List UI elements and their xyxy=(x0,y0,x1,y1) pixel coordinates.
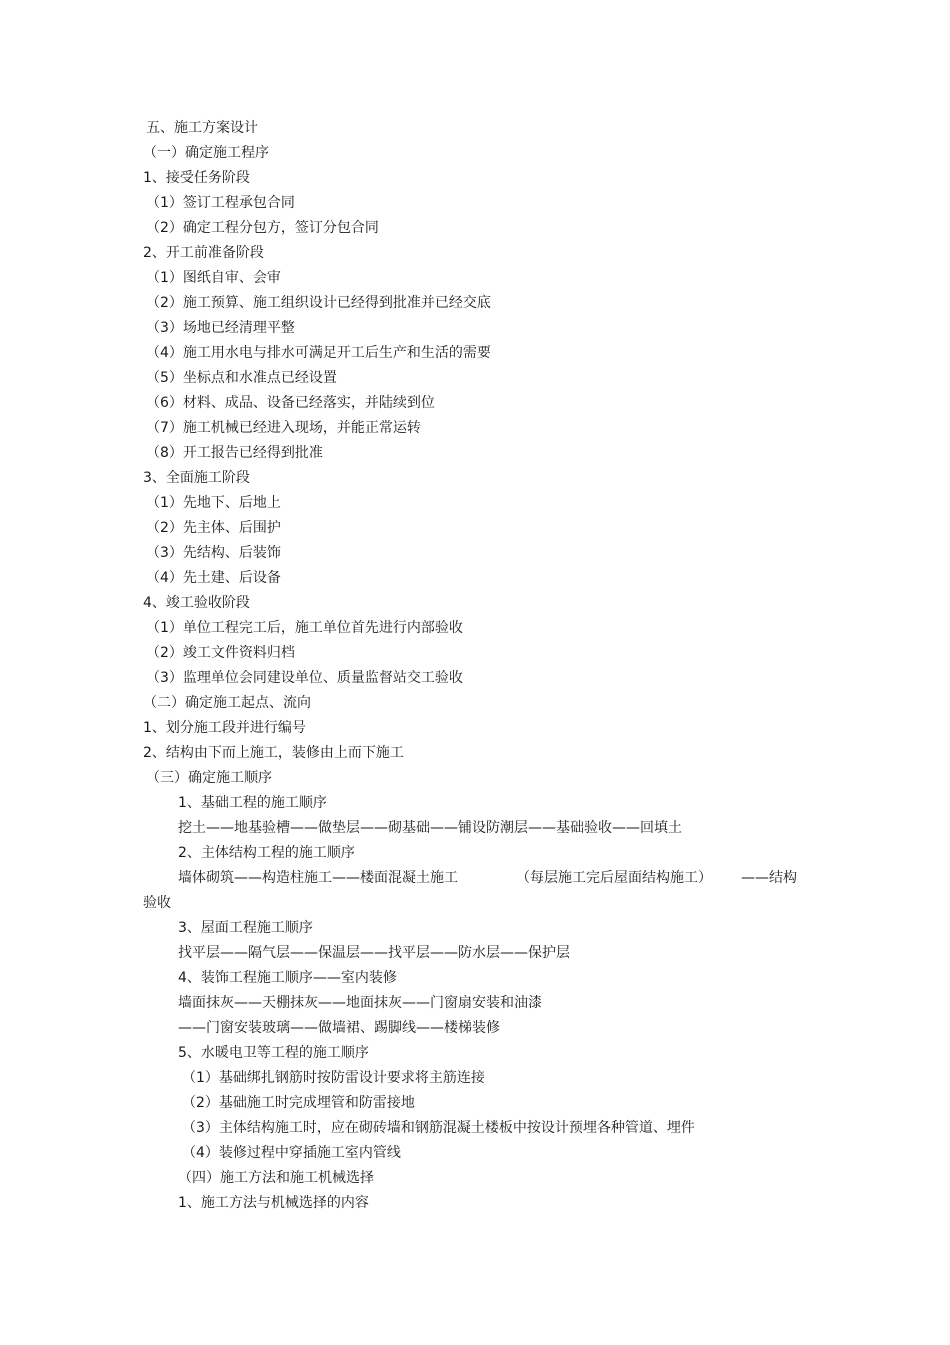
item-heading: 1、施工方法与机械选择的内容 xyxy=(178,1195,369,1211)
list-item: （2）施工预算、施工组织设计已经得到批准并已经交底 xyxy=(146,295,491,311)
list-item: （2）先主体、后围护 xyxy=(146,520,281,536)
stage-heading: 1、接受任务阶段 xyxy=(143,170,250,186)
item-heading: 2、主体结构工程的施工顺序 xyxy=(178,845,355,861)
sequence-line: 墙面抹灰——天棚抹灰——地面抹灰——门窗扇安装和油漆 xyxy=(178,995,542,1011)
sequence-line-wrap: 验收 xyxy=(143,895,171,911)
sequence-line: ——门窗安装玻璃——做墙裙、踢脚线——楼梯装修 xyxy=(178,1020,500,1036)
list-item: （8）开工报告已经得到批准 xyxy=(146,445,323,461)
item-heading: 1、基础工程的施工顺序 xyxy=(178,795,327,811)
stage-heading: 3、全面施工阶段 xyxy=(143,470,250,486)
list-item: （3）主体结构施工时，应在砌砖墙和钢筋混凝土楼板中按设计预埋各种管道、埋件 xyxy=(182,1120,695,1136)
item-heading: 5、水暖电卫等工程的施工顺序 xyxy=(178,1045,369,1061)
list-item: （2）确定工程分包方，签订分包合同 xyxy=(146,220,379,236)
list-item: （6）材料、成品、设备已经落实，并陆续到位 xyxy=(146,395,435,411)
list-item: （1）先地下、后地上 xyxy=(146,495,281,511)
section-heading: 五、施工方案设计 xyxy=(146,120,258,136)
subsection-heading: （四）施工方法和施工机械选择 xyxy=(178,1170,374,1186)
sequence-line: 找平层——隔气层——保温层——找平层——防水层——保护层 xyxy=(178,945,570,961)
stage-heading: 4、竣工验收阶段 xyxy=(143,595,250,611)
subsection-heading: （一）确定施工程序 xyxy=(143,145,269,161)
list-item: （4）施工用水电与排水可满足开工后生产和生活的需要 xyxy=(146,345,491,361)
list-item: （7）施工机械已经进入现场，并能正常运转 xyxy=(146,420,421,436)
subsection-heading: （三）确定施工顺序 xyxy=(146,770,272,786)
stage-heading: 2、开工前准备阶段 xyxy=(143,245,264,261)
paragraph: 2、结构由下而上施工，装修由上而下施工 xyxy=(143,745,404,761)
item-heading: 3、屋面工程施工顺序 xyxy=(178,920,313,936)
list-item: （4）装修过程中穿插施工室内管线 xyxy=(182,1145,401,1161)
sequence-line: 墙体砌筑——构造柱施工——楼面混凝土施工 xyxy=(178,870,458,886)
list-item: （4）先土建、后设备 xyxy=(146,570,281,586)
list-item: （2）竣工文件资料归档 xyxy=(146,645,295,661)
list-item: （3）先结构、后装饰 xyxy=(146,545,281,561)
sequence-line-end: ——结构 xyxy=(741,870,797,886)
list-item: （3）场地已经清理平整 xyxy=(146,320,295,336)
list-item: （1）单位工程完工后，施工单位首先进行内部验收 xyxy=(146,620,463,636)
list-item: （1）图纸自审、会审 xyxy=(146,270,281,286)
list-item: （5）坐标点和水准点已经设置 xyxy=(146,370,337,386)
item-heading: 4、装饰工程施工顺序——室内装修 xyxy=(178,970,397,986)
paragraph: 1、划分施工段并进行编号 xyxy=(143,720,306,736)
list-item: （2）基础施工时完成埋管和防雷接地 xyxy=(182,1095,415,1111)
subsection-heading: （二）确定施工起点、流向 xyxy=(143,695,311,711)
sequence-note: （每层施工完后屋面结构施工） xyxy=(516,870,712,886)
list-item: （1）签订工程承包合同 xyxy=(146,195,295,211)
list-item: （1）基础绑扎钢筋时按防雷设计要求将主筋连接 xyxy=(182,1070,485,1086)
list-item: （3）监理单位会同建设单位、质量监督站交工验收 xyxy=(146,670,463,686)
sequence-line: 挖土——地基验槽——做垫层——砌基础——铺设防潮层——基础验收——回填土 xyxy=(178,820,682,836)
